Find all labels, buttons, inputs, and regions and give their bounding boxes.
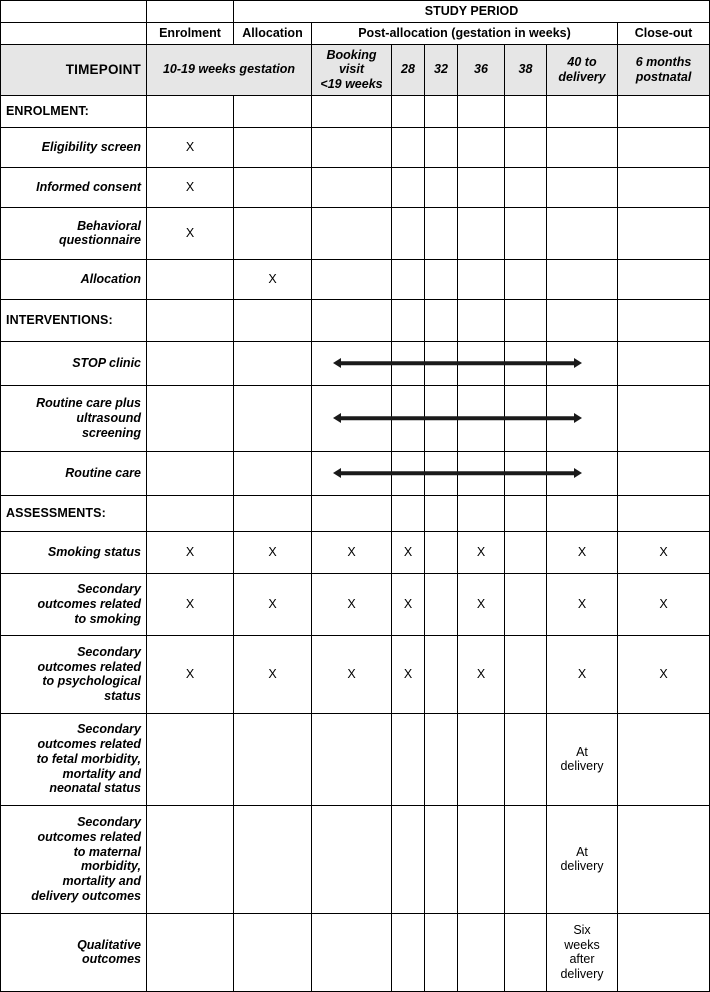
- table-row: [1, 341, 710, 385]
- cell-maternal-w32: [425, 805, 458, 913]
- cell-stop-delivery: [547, 341, 618, 385]
- cell-sec-smoking-allocation: X: [234, 573, 312, 635]
- row-label-informed-consent: Informed consent: [1, 167, 147, 207]
- cell-consent-w32: [425, 167, 458, 207]
- cell-allocation-postnatal: [618, 259, 710, 299]
- cell-stop-w32: [425, 341, 458, 385]
- cell-eligibility-enrolment: X: [147, 127, 234, 167]
- timepoint-booking-line2: visit: [338, 62, 364, 77]
- row-label-allocation: Allocation: [1, 259, 147, 299]
- cell-rcus-booking: [312, 385, 392, 451]
- cell-sec-smoking-booking: X: [312, 573, 392, 635]
- cell-fetal-allocation: [234, 713, 312, 805]
- row-label-line2: outcomes related: [37, 737, 141, 752]
- cell-qualitative-w36: [458, 913, 505, 991]
- cell-stop-w38: [505, 341, 547, 385]
- cell-smoking-w36: X: [458, 531, 505, 573]
- cell-blank: [505, 299, 547, 341]
- cell-allocation-delivery: [547, 259, 618, 299]
- row-label-line2: ultrasound: [76, 410, 141, 425]
- row-label-line2: outcomes: [81, 952, 141, 967]
- cell-consent-w38: [505, 167, 547, 207]
- note-line2: delivery: [560, 759, 604, 774]
- table-row: [1, 207, 710, 259]
- table-row: [1, 913, 710, 991]
- cell-blank: [425, 495, 458, 531]
- cell-consent-w36: [458, 167, 505, 207]
- timepoint-6-months-postnatal: [618, 44, 710, 95]
- cell-qualitative-w38: [505, 913, 547, 991]
- cell-blank: [618, 95, 710, 127]
- cell-qualitative-allocation: [234, 913, 312, 991]
- cell-sec-psych-w38: [505, 635, 547, 713]
- cell-qualitative-w28: [392, 913, 425, 991]
- cell-blank: [234, 495, 312, 531]
- cell-rcus-w28: [392, 385, 425, 451]
- row-label-secondary-outcomes-smoking: [1, 573, 147, 635]
- cell-sec-smoking-enrolment: X: [147, 573, 234, 635]
- cell-sec-psych-booking: X: [312, 635, 392, 713]
- section-heading-assessments: ASSESSMENTS:: [1, 495, 147, 531]
- cell-behavioral-w32: [425, 207, 458, 259]
- cell-eligibility-delivery: [547, 127, 618, 167]
- row-interventions-heading: [1, 299, 710, 341]
- row-label-line1: Secondary: [77, 644, 141, 659]
- cell-eligibility-booking: [312, 127, 392, 167]
- cell-rc-w38: [505, 451, 547, 495]
- timepoint-delivery-line1: 40 to: [567, 54, 597, 69]
- cell-eligibility-w36: [458, 127, 505, 167]
- row-label-secondary-outcomes-maternal: [1, 805, 147, 913]
- row-label-line1: Routine care plus: [36, 396, 141, 411]
- cell-behavioral-allocation: [234, 207, 312, 259]
- cell-allocation-booking: [312, 259, 392, 299]
- row-label-line1: Qualitative: [77, 937, 141, 952]
- cell-consent-allocation: [234, 167, 312, 207]
- cell-behavioral-enrolment: X: [147, 207, 234, 259]
- cell-smoking-booking: X: [312, 531, 392, 573]
- cell-allocation-w28: [392, 259, 425, 299]
- row-label-stop-clinic: STOP clinic: [1, 341, 147, 385]
- cell-smoking-allocation: X: [234, 531, 312, 573]
- timepoint-booking-line1: Booking: [326, 47, 377, 62]
- timepoint-week-36: 36: [458, 44, 505, 95]
- timepoint-booking-line3: <19 weeks: [320, 77, 383, 91]
- note-line2: weeks: [564, 937, 600, 952]
- table-row: [1, 167, 710, 207]
- header-study-period: STUDY PERIOD: [234, 1, 710, 23]
- cell-blank: [458, 95, 505, 127]
- cell-fetal-w32: [425, 713, 458, 805]
- cell-rc-w36: [458, 451, 505, 495]
- cell-blank: [618, 299, 710, 341]
- timepoint-week-38: 38: [505, 44, 547, 95]
- row-label-eligibility-screen: Eligibility screen: [1, 127, 147, 167]
- cell-allocation-w38: [505, 259, 547, 299]
- cell-blank: [312, 299, 392, 341]
- row-label-line4: mortality and: [62, 766, 141, 781]
- cell-behavioral-w36: [458, 207, 505, 259]
- cell-consent-w28: [392, 167, 425, 207]
- row-label-line2: questionnaire: [59, 233, 141, 248]
- row-label-line1: Behavioral: [77, 218, 141, 233]
- cell-sec-psych-w28: X: [392, 635, 425, 713]
- note-line1: At: [576, 844, 588, 859]
- table-row: [1, 531, 710, 573]
- cell-rc-delivery: [547, 451, 618, 495]
- cell-rcus-allocation: [234, 385, 312, 451]
- cell-consent-postnatal: [618, 167, 710, 207]
- cell-sec-psych-allocation: X: [234, 635, 312, 713]
- row-label-secondary-outcomes-fetal: [1, 713, 147, 805]
- row-label-line3: to maternal: [73, 844, 141, 859]
- cell-blank: [147, 95, 234, 127]
- cell-fetal-delivery: [547, 713, 618, 805]
- cell-maternal-enrolment: [147, 805, 234, 913]
- cell-sec-smoking-w32: [425, 573, 458, 635]
- cell-sec-smoking-w28: X: [392, 573, 425, 635]
- cell-smoking-postnatal: X: [618, 531, 710, 573]
- cell-qualitative-booking: [312, 913, 392, 991]
- table-row: [1, 259, 710, 299]
- cell-consent-delivery: [547, 167, 618, 207]
- row-assessments-heading: [1, 495, 710, 531]
- cell-consent-booking: [312, 167, 392, 207]
- row-label-line1: Secondary: [77, 815, 141, 829]
- header-row-groups: [1, 22, 710, 44]
- cell-maternal-w28: [392, 805, 425, 913]
- cell-rc-w32: [425, 451, 458, 495]
- row-label-line3: screening: [81, 425, 141, 440]
- cell-sec-smoking-w38: [505, 573, 547, 635]
- row-label-line4: status: [104, 689, 141, 703]
- timepoint-40-to-delivery: [547, 44, 618, 95]
- cell-blank: [505, 495, 547, 531]
- cell-stop-postnatal: [618, 341, 710, 385]
- cell-fetal-booking: [312, 713, 392, 805]
- row-label-routine-care-plus-ultrasound: [1, 385, 147, 451]
- cell-sec-smoking-w36: X: [458, 573, 505, 635]
- cell-sec-psych-delivery: X: [547, 635, 618, 713]
- cell-blank: [547, 95, 618, 127]
- cell-eligibility-w32: [425, 127, 458, 167]
- cell-fetal-enrolment: [147, 713, 234, 805]
- cell-sec-psych-w36: X: [458, 635, 505, 713]
- header-group-allocation: Allocation: [234, 22, 312, 44]
- cell-qualitative-w32: [425, 913, 458, 991]
- cell-rcus-postnatal: [618, 385, 710, 451]
- cell-maternal-postnatal: [618, 805, 710, 913]
- cell-blank: [147, 299, 234, 341]
- cell-stop-allocation: [234, 341, 312, 385]
- cell-rcus-w38: [505, 385, 547, 451]
- row-label-line5: neonatal status: [49, 781, 141, 796]
- cell-eligibility-postnatal: [618, 127, 710, 167]
- cell-blank: [392, 495, 425, 531]
- cell-qualitative-postnatal: [618, 913, 710, 991]
- cell-qualitative-enrolment: [147, 913, 234, 991]
- cell-fetal-w38: [505, 713, 547, 805]
- cell-blank: [425, 299, 458, 341]
- row-label-secondary-outcomes-psychological: [1, 635, 147, 713]
- header-corner-blank: [1, 1, 147, 23]
- cell-maternal-w36: [458, 805, 505, 913]
- row-label-line4: morbidity,: [81, 859, 141, 874]
- row-label-line1: Secondary: [77, 582, 141, 597]
- cell-allocation-allocation: X: [234, 259, 312, 299]
- table-row: [1, 635, 710, 713]
- cell-blank: [312, 95, 392, 127]
- cell-behavioral-w28: [392, 207, 425, 259]
- timepoint-postnatal-line1: 6 months: [635, 54, 692, 69]
- cell-blank: [147, 495, 234, 531]
- cell-rc-w28: [392, 451, 425, 495]
- cell-fetal-w36: [458, 713, 505, 805]
- cell-behavioral-postnatal: [618, 207, 710, 259]
- cell-behavioral-delivery: [547, 207, 618, 259]
- header-blank-left: [1, 22, 147, 44]
- timepoint-enrolment-allocation: 10-19 weeks gestation: [147, 44, 312, 95]
- cell-smoking-enrolment: X: [147, 531, 234, 573]
- table-row: [1, 127, 710, 167]
- table-row: [1, 451, 710, 495]
- note-line1: Six: [573, 922, 591, 937]
- row-label-smoking-status: Smoking status: [1, 531, 147, 573]
- row-label-line3: to fetal morbidity,: [36, 751, 141, 766]
- header-group-enrolment: Enrolment: [147, 22, 234, 44]
- cell-allocation-w36: [458, 259, 505, 299]
- table-row: [1, 385, 710, 451]
- cell-fetal-postnatal: [618, 713, 710, 805]
- cell-maternal-delivery: [547, 805, 618, 913]
- cell-blank: [618, 495, 710, 531]
- timepoint-delivery-line2: delivery: [558, 69, 606, 84]
- section-heading-enrolment: ENROLMENT:: [1, 95, 147, 127]
- cell-smoking-w38: [505, 531, 547, 573]
- header-blank-over-enrolment: [147, 1, 234, 23]
- cell-maternal-booking: [312, 805, 392, 913]
- cell-consent-enrolment: X: [147, 167, 234, 207]
- cell-blank: [392, 299, 425, 341]
- cell-rc-allocation: [234, 451, 312, 495]
- note-line3: after: [569, 952, 595, 967]
- cell-smoking-w32: [425, 531, 458, 573]
- cell-rc-enrolment: [147, 451, 234, 495]
- row-label-line5: mortality and: [62, 874, 141, 888]
- table-row: [1, 805, 710, 913]
- cell-blank: [392, 95, 425, 127]
- row-label-line1: Secondary: [77, 722, 141, 737]
- cell-sec-smoking-delivery: X: [547, 573, 618, 635]
- header-row-study-period: [1, 1, 710, 23]
- cell-qualitative-delivery: [547, 913, 618, 991]
- cell-sec-smoking-postnatal: X: [618, 573, 710, 635]
- timepoint-label: TIMEPOINT: [1, 44, 147, 95]
- cell-behavioral-w38: [505, 207, 547, 259]
- cell-sec-psych-w32: [425, 635, 458, 713]
- cell-eligibility-w38: [505, 127, 547, 167]
- row-enrolment-heading: [1, 95, 710, 127]
- row-label-line3: to smoking: [74, 611, 141, 626]
- cell-behavioral-booking: [312, 207, 392, 259]
- row-label-line6: delivery outcomes: [31, 888, 141, 903]
- cell-smoking-w28: X: [392, 531, 425, 573]
- timepoint-week-32: 32: [425, 44, 458, 95]
- cell-rcus-enrolment: [147, 385, 234, 451]
- cell-blank: [234, 95, 312, 127]
- row-label-line3: to psychological: [42, 674, 141, 689]
- cell-blank: [458, 299, 505, 341]
- timepoint-booking-visit: [312, 44, 392, 95]
- cell-eligibility-w28: [392, 127, 425, 167]
- cell-rcus-delivery: [547, 385, 618, 451]
- row-label-behavioral-questionnaire: [1, 207, 147, 259]
- cell-rc-postnatal: [618, 451, 710, 495]
- cell-rc-booking: [312, 451, 392, 495]
- cell-allocation-w32: [425, 259, 458, 299]
- header-row-timepoint: [1, 44, 710, 95]
- cell-stop-w28: [392, 341, 425, 385]
- row-label-routine-care: Routine care: [1, 451, 147, 495]
- cell-stop-booking: [312, 341, 392, 385]
- header-group-close-out: Close-out: [618, 22, 710, 44]
- timepoint-postnatal-line2: postnatal: [635, 69, 692, 84]
- cell-sec-psych-postnatal: X: [618, 635, 710, 713]
- note-line1: At: [576, 744, 588, 759]
- section-heading-interventions: INTERVENTIONS:: [1, 299, 147, 341]
- header-group-post-allocation: Post-allocation (gestation in weeks): [312, 22, 618, 44]
- cell-sec-psych-enrolment: X: [147, 635, 234, 713]
- cell-blank: [505, 95, 547, 127]
- cell-blank: [234, 299, 312, 341]
- row-label-line2: outcomes related: [37, 659, 141, 674]
- cell-smoking-delivery: X: [547, 531, 618, 573]
- cell-blank: [547, 299, 618, 341]
- row-label-line2: outcomes related: [37, 829, 141, 844]
- cell-eligibility-allocation: [234, 127, 312, 167]
- table-row: [1, 573, 710, 635]
- cell-maternal-allocation: [234, 805, 312, 913]
- cell-allocation-enrolment: [147, 259, 234, 299]
- cell-blank: [425, 95, 458, 127]
- table-row: [1, 713, 710, 805]
- timepoint-week-28: 28: [392, 44, 425, 95]
- cell-stop-enrolment: [147, 341, 234, 385]
- cell-blank: [547, 495, 618, 531]
- cell-maternal-w38: [505, 805, 547, 913]
- cell-stop-w36: [458, 341, 505, 385]
- note-line2: delivery: [560, 859, 604, 874]
- cell-blank: [458, 495, 505, 531]
- cell-blank: [312, 495, 392, 531]
- cell-fetal-w28: [392, 713, 425, 805]
- row-label-line2: outcomes related: [37, 596, 141, 611]
- cell-rcus-w32: [425, 385, 458, 451]
- cell-rcus-w36: [458, 385, 505, 451]
- row-label-qualitative-outcomes: [1, 913, 147, 991]
- note-line4: delivery: [560, 967, 604, 981]
